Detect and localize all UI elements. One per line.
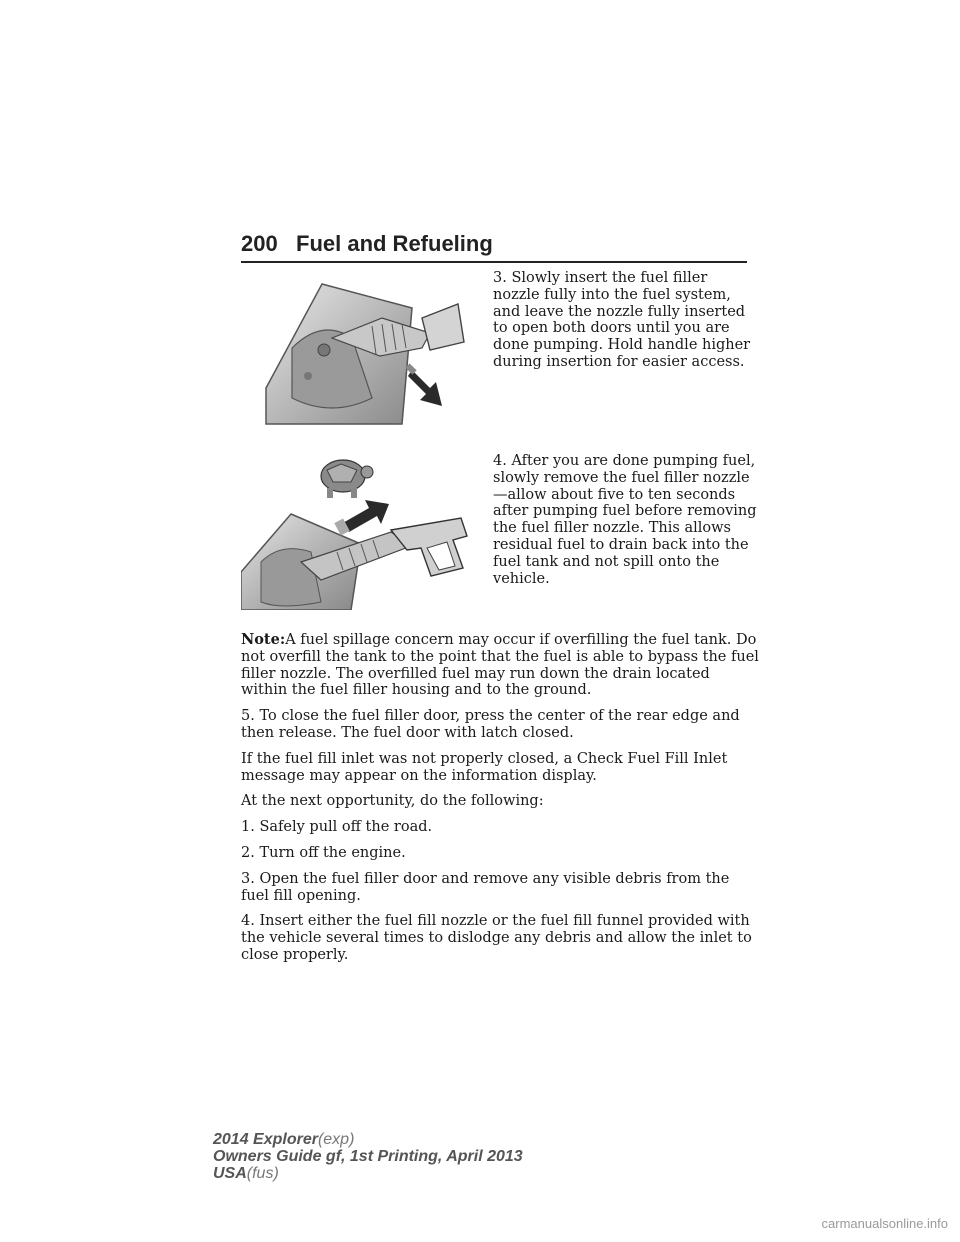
footer-model: 2014 Explorer <box>213 1131 318 1148</box>
note-paragraph <box>241 632 759 699</box>
paragraph: 5. To close the fuel filler door, press the center of the rear edge and then release. The fuel door with latch closed. <box>241 708 740 741</box>
footer-model-code: (exp) <box>317 1131 355 1148</box>
note-text: A fuel spillage concern may occur if overfilling the fuel tank. Do not overfill the tank to the point that the fuel is able to bypass the fuel filler nozzle. The overfilled fuel may run down the drain located within the fuel filler housing and to the ground. <box>241 632 759 699</box>
page-number: 200 <box>241 231 278 256</box>
footer-market-code: (fus) <box>246 1165 279 1182</box>
paragraph: At the next opportunity, do the following: <box>241 793 544 810</box>
header-rule <box>241 261 747 263</box>
slow-nozzle-removal-turtle-illustration <box>241 452 483 610</box>
footer <box>213 1131 523 1182</box>
step-3-text: 3. Slowly insert the fuel filler nozzle fully into the fuel system, and leave the nozzle fully inserted to open both doors until you are done pumping. Hold handle higher during insertion for easier access. <box>493 270 751 370</box>
footer-market: USA <box>213 1165 247 1182</box>
note-label: Note: <box>241 631 286 648</box>
footer-model-line <box>213 1131 523 1148</box>
list-item: 2. Turn off the engine. <box>241 844 406 861</box>
fuel-nozzle-insertion-illustration <box>262 278 470 426</box>
list-item: 3. Open the fuel filler door and remove any visible debris from the fuel fill opening. <box>241 870 730 904</box>
step-4-text: 4. After you are done pumping fuel, slowly remove the fuel filler nozzle—allow about five to ten seconds after pumping fuel before removing the fuel filler nozzle. This allows residual fuel to drain back into the fuel tank and not spill onto the vehicle. <box>493 453 757 587</box>
list-item: 4. Insert either the fuel fill nozzle or the fuel fill funnel provided with the vehicle several times to dislodge any debris and allow the inlet to close properly. <box>241 913 752 963</box>
list-item: 1. Safely pull off the road. <box>241 819 433 836</box>
body-text <box>241 632 759 973</box>
footer-market-line <box>213 1165 523 1182</box>
paragraph: If the fuel fill inlet was not properly closed, a Check Fuel Fill Inlet message may appear on the information display. <box>241 750 728 784</box>
watermark: carmanualsonline.info <box>821 1216 948 1231</box>
section-title: Fuel and Refueling <box>296 231 493 256</box>
footer-guide: Owners Guide gf, 1st Printing, April 2013 <box>213 1148 523 1165</box>
